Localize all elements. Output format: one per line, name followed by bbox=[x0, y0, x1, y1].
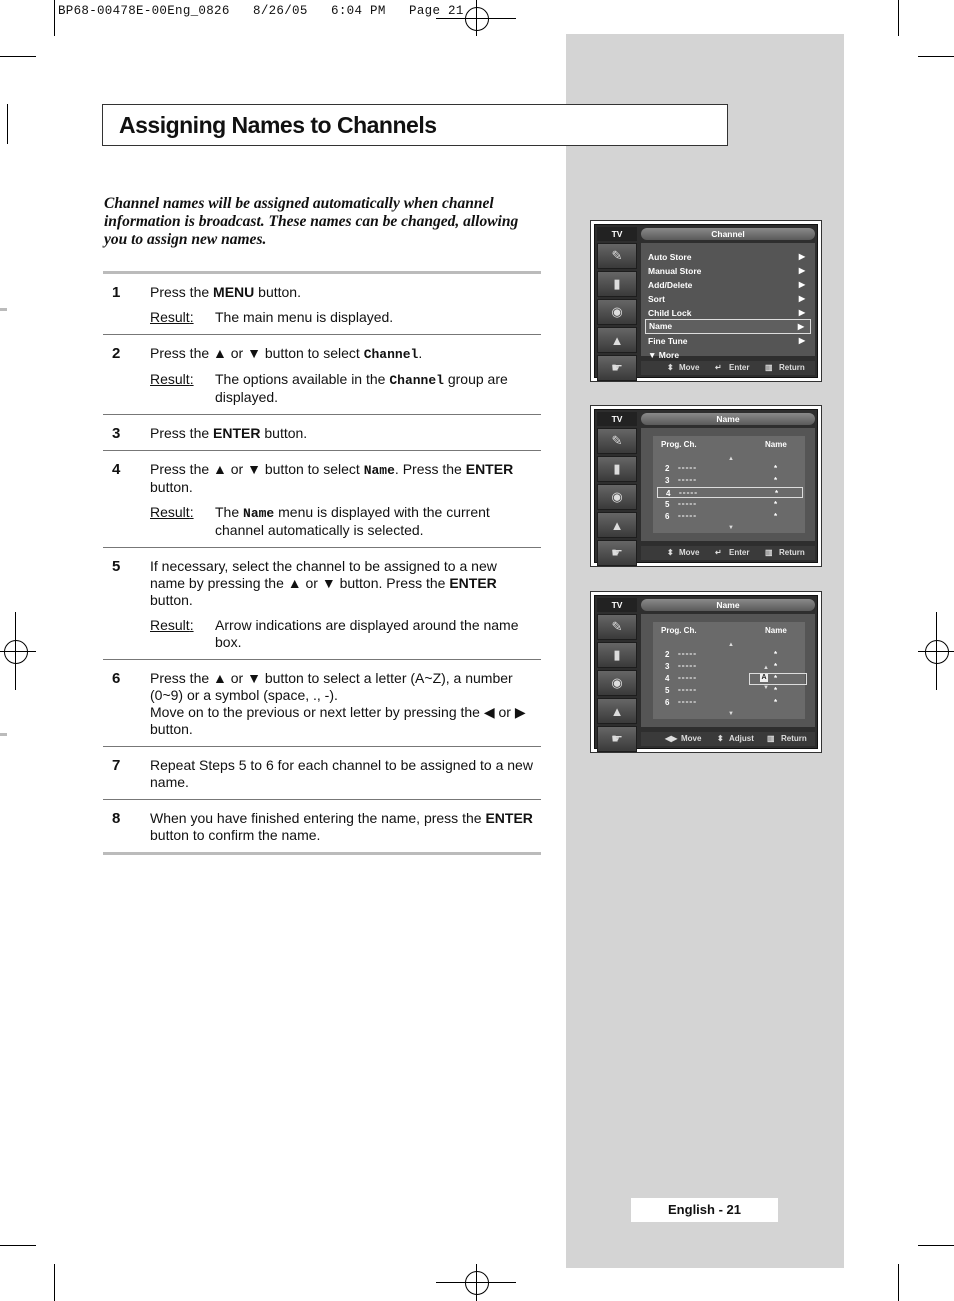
list-item[interactable]: 2 ----- * bbox=[665, 464, 778, 473]
page-title: Assigning Names to Channels bbox=[119, 112, 437, 138]
osd-icon-column bbox=[597, 428, 637, 560]
step-number: 2 bbox=[112, 345, 121, 362]
result-label: Result: bbox=[150, 617, 194, 633]
picture-icon: ✎ bbox=[597, 428, 637, 454]
menu-icon: ▥ bbox=[765, 548, 773, 557]
step-7 bbox=[103, 747, 541, 800]
result-text: Arrow indications are displayed around the name box. bbox=[215, 617, 519, 650]
step-text: button to confirm the name. bbox=[150, 827, 321, 843]
list-item-selected[interactable]: 4 ----- * bbox=[657, 487, 803, 498]
updown-icon: ⬍ bbox=[667, 363, 674, 372]
result-label: Result: bbox=[150, 371, 194, 387]
osd-menu-panel bbox=[641, 428, 815, 541]
step-number: 1 bbox=[112, 284, 121, 301]
step-number: 8 bbox=[112, 810, 121, 827]
registration-mark bbox=[15, 612, 16, 690]
registration-mark bbox=[0, 651, 36, 652]
foot-return: Return bbox=[779, 548, 805, 557]
name-list bbox=[653, 622, 805, 719]
step-number: 3 bbox=[112, 425, 121, 442]
osd-title: Name bbox=[641, 413, 815, 425]
result-text: The Name menu is displayed with the current channel automatically is selected. bbox=[215, 504, 490, 538]
picture-icon: ✎ bbox=[597, 614, 637, 640]
step-number: 5 bbox=[112, 558, 121, 575]
list-item[interactable]: 5 ----- * bbox=[665, 500, 778, 509]
button-name: ENTER bbox=[449, 575, 497, 591]
channel-icon: ◉ bbox=[597, 299, 637, 325]
name-edit-box[interactable] bbox=[749, 673, 807, 685]
leftright-icon: ◀▶ bbox=[665, 734, 678, 743]
down-arrow-icon: ▼ bbox=[728, 711, 734, 717]
col-name: Name bbox=[765, 440, 787, 449]
channel-icon: ◉ bbox=[597, 670, 637, 696]
osd-tv-label: TV bbox=[597, 598, 637, 612]
menu-item-child-lock[interactable]: Child Lock ▶ bbox=[648, 308, 805, 318]
osd-footer bbox=[641, 732, 815, 746]
setup-icon: ▲ bbox=[597, 512, 637, 538]
osd-tv-label: TV bbox=[597, 412, 637, 426]
down-arrow-icon: ▼ bbox=[728, 525, 734, 531]
enter-icon: ↵ bbox=[715, 548, 722, 557]
menu-name: Name bbox=[363, 463, 395, 478]
step-text: When you have finished entering the name, press the bbox=[150, 810, 486, 826]
letter-up-arrow-icon: ▲ bbox=[763, 665, 769, 671]
step-2 bbox=[103, 335, 541, 415]
updown-icon: ⬍ bbox=[667, 548, 674, 557]
registration-mark bbox=[465, 1271, 489, 1295]
crop-mark bbox=[0, 56, 36, 57]
step-text: . bbox=[418, 345, 423, 361]
col-name: Name bbox=[765, 626, 787, 635]
up-arrow-icon: ▲ bbox=[728, 642, 734, 648]
channel-icon: ◉ bbox=[597, 484, 637, 510]
input-icon: ☛ bbox=[597, 355, 637, 381]
step-text: button. bbox=[150, 592, 193, 608]
step-5 bbox=[103, 548, 541, 660]
osd-title: Channel bbox=[641, 228, 815, 240]
step-text: Press the ▲ or ▼ button to select bbox=[150, 461, 364, 477]
registration-mark bbox=[936, 612, 937, 690]
registration-mark bbox=[4, 640, 28, 664]
result-text: The main menu is displayed. bbox=[215, 309, 394, 325]
list-item[interactable]: 2 ----- * bbox=[665, 650, 778, 659]
picture-icon: ✎ bbox=[597, 243, 637, 269]
step-text: Repeat Steps 5 to 6 for each channel to be assigned to a new name. bbox=[150, 757, 533, 790]
step-text: Press the bbox=[150, 425, 214, 441]
title-box bbox=[102, 104, 728, 146]
crop-mark bbox=[54, 0, 55, 36]
step-text: Press the bbox=[150, 284, 214, 300]
result-label: Result: bbox=[150, 504, 194, 520]
col-prog: Prog. Ch. bbox=[661, 626, 697, 635]
input-icon: ☛ bbox=[597, 726, 637, 752]
list-item[interactable]: 6 ----- * bbox=[665, 512, 778, 521]
menu-item-name[interactable]: Name ▶ bbox=[645, 319, 811, 334]
up-arrow-icon: ▲ bbox=[728, 456, 734, 462]
steps-list bbox=[103, 271, 541, 855]
page-number: English - 21 bbox=[631, 1198, 778, 1222]
menu-item-more[interactable]: ▼ More bbox=[648, 350, 680, 360]
step-text: button. bbox=[260, 425, 308, 441]
menu-icon: ▥ bbox=[765, 363, 773, 372]
crop-mark bbox=[898, 1264, 899, 1301]
registration-mark bbox=[476, 0, 477, 36]
crop-mark bbox=[918, 1245, 954, 1246]
osd-name-edit bbox=[590, 591, 822, 753]
edge-mark bbox=[0, 733, 7, 736]
osd-name-menu bbox=[590, 405, 822, 567]
step-text: button. bbox=[150, 479, 193, 495]
step-number: 7 bbox=[112, 757, 121, 774]
step-text: If necessary, select the channel to be assigned to a new name by pressing the ▲ or ▼ button. Press the bbox=[150, 558, 497, 591]
osd-icon-column bbox=[597, 614, 637, 746]
step-text: Press the ▲ or ▼ button to select bbox=[150, 345, 364, 361]
button-name: ENTER bbox=[485, 810, 533, 826]
menu-item-sort[interactable]: Sort ▶ bbox=[648, 294, 805, 304]
crop-mark bbox=[54, 1264, 55, 1301]
result-label: Result: bbox=[150, 309, 194, 325]
input-icon: ☛ bbox=[597, 540, 637, 566]
foot-return: Return bbox=[779, 363, 805, 372]
menu-item-add-delete[interactable]: Add/Delete ▶ bbox=[648, 280, 805, 290]
step-text: . Press the bbox=[394, 461, 466, 477]
sound-icon: ▮ bbox=[597, 456, 637, 482]
setup-icon: ▲ bbox=[597, 698, 637, 724]
setup-icon: ▲ bbox=[597, 327, 637, 353]
button-name: MENU bbox=[213, 284, 255, 300]
menu-icon: ▥ bbox=[767, 734, 775, 743]
intro-text: Channel names will be assigned automatically when channel information is broadcast. These names can be changed, allowing you to assign new names. bbox=[104, 195, 519, 248]
step-8 bbox=[103, 800, 541, 852]
osd-channel-menu bbox=[590, 220, 822, 382]
list-item[interactable]: 3 ----- * bbox=[665, 476, 778, 485]
foot-enter: Enter bbox=[729, 548, 750, 557]
foot-move: Move bbox=[681, 734, 702, 743]
col-prog: Prog. Ch. bbox=[661, 440, 697, 449]
foot-move: Move bbox=[679, 363, 700, 372]
letter-down-arrow-icon: ▼ bbox=[763, 685, 769, 691]
crop-mark bbox=[0, 1245, 36, 1246]
osd-menu-panel bbox=[641, 243, 815, 360]
foot-return: Return bbox=[781, 734, 807, 743]
step-number: 6 bbox=[112, 670, 121, 687]
menu-item-fine-tune[interactable]: Fine Tune ▶ bbox=[648, 336, 805, 346]
letter-cursor[interactable]: A bbox=[761, 674, 767, 681]
step-4 bbox=[103, 451, 541, 548]
list-item[interactable]: 5 ----- * bbox=[665, 686, 778, 695]
osd-footer bbox=[641, 361, 815, 375]
enter-icon: ↵ bbox=[715, 363, 722, 372]
step-6 bbox=[103, 660, 541, 747]
menu-name: Channel bbox=[363, 347, 419, 362]
foot-move: Move bbox=[679, 548, 700, 557]
menu-item-auto-store[interactable]: Auto Store ▶ bbox=[648, 252, 805, 262]
step-text: button. bbox=[254, 284, 301, 300]
crop-mark bbox=[898, 0, 899, 36]
updown-icon: ⬍ bbox=[717, 734, 724, 743]
osd-title: Name bbox=[641, 599, 815, 611]
registration-mark bbox=[925, 640, 949, 664]
osd-footer bbox=[641, 546, 815, 560]
list-item[interactable]: 3 ----- * bbox=[665, 662, 778, 671]
registration-mark bbox=[465, 7, 489, 31]
button-name: ENTER bbox=[465, 461, 514, 477]
step-text: Press the ▲ or ▼ button to select a letter (A~Z), a number (0~9) or a symbol (space, ., -). bbox=[150, 670, 513, 703]
edge-mark bbox=[0, 308, 7, 311]
crop-mark bbox=[918, 56, 954, 57]
step-3 bbox=[103, 415, 541, 451]
osd-menu-panel bbox=[641, 614, 815, 727]
step-text: Move on to the previous or next letter by pressing the ◀ or ▶ button. bbox=[150, 704, 526, 737]
print-header: BP68-00478E-00Eng_0826 8/26/05 6:04 PM Page 21 bbox=[58, 4, 464, 18]
step-number: 4 bbox=[112, 461, 121, 478]
foot-enter: Enter bbox=[729, 363, 750, 372]
list-item[interactable]: 6 ----- * bbox=[665, 698, 778, 707]
crop-mark bbox=[7, 104, 8, 144]
sound-icon: ▮ bbox=[597, 642, 637, 668]
list-item-editing[interactable]: 4 ----- * bbox=[665, 674, 778, 683]
osd-tv-label: TV bbox=[597, 227, 637, 241]
step-1 bbox=[103, 274, 541, 335]
registration-mark bbox=[476, 1264, 477, 1301]
result-text: The options available in the Channel group are displayed. bbox=[215, 371, 508, 405]
button-name: ENTER bbox=[213, 425, 261, 441]
sound-icon: ▮ bbox=[597, 271, 637, 297]
menu-item-manual-store[interactable]: Manual Store ▶ bbox=[648, 266, 805, 276]
foot-adjust: Adjust bbox=[729, 734, 754, 743]
osd-icon-column bbox=[597, 243, 637, 375]
name-list bbox=[653, 436, 805, 533]
